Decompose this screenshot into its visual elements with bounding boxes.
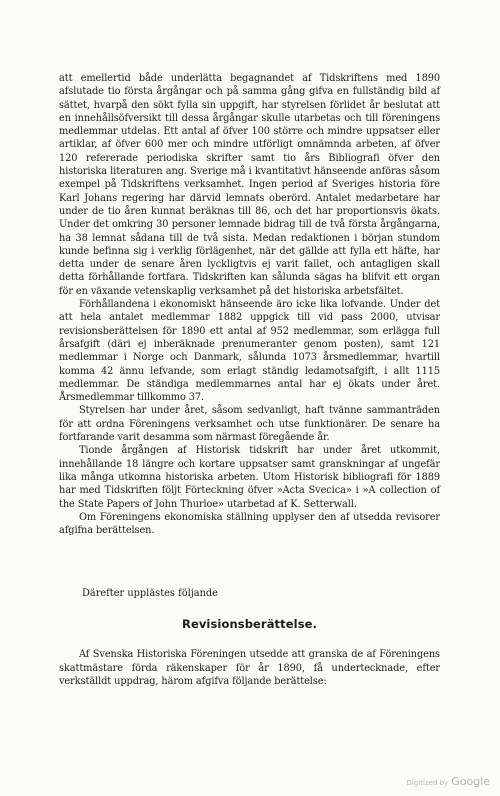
section-heading: Revisionsberättelse. [181, 617, 318, 632]
paragraph-audit: Af Svenska Historiska Föreningen utsedde att granska de af Föreningens skattmästare förda räkenskaper för år 1890, få undertecknade, efter verkställdt uppdrag, härom afgifva följande berättelse: [59, 649, 440, 687]
paragraph-tidskrift-overview: att emellertid både underlätta begagnandet af Tidskriftens med 1890 afslutade tio första årgångar och på samma gång gifva en fullständig bild af sättet, hvarpå den sökt fylla sin uppgift, har styrelsen förlidet år beslutat att en innehållsöfversikt till dessa årgångar skulle utarbetas och till föreningens medlemmar utdelas. Ett antal af öfver 100 större och mindre uppsatser eller artiklar, af öfver 600 mer och mindre utförligt omnämnda arbeten, af öfver 120 refererade periodiska skrifter samt tio års Bibliografi öfver den historiska literaturen ang. Sverige må i kvantitativt hänseende anföras såsom exempel på Tidskriftens verksamhet. Ingen period af Sveriges historia före Karl Johans regering har därvid lemnats oberörd. Antalet medarbetare har under de tio åren kunnat beräknas till 86, och det har proportionsvis ökats. Under det omkring 30 personer lemnade bidrag till de två första årgångarna, ha 38 lemnat sådana till de två sista. Medan redaktionen i början stundom kunde befinna sig i verklig förlägenhet, när det gällde att fylla ett häfte, har detta under de senare åren lyckligtvis ej varit fallet, och antagligen skall detta förhållande fortfara. Tidskriften kan sålunda sägas ha blifvit ett organ för en växande vetenskaplig verksamhet på det historiska arbetsfältet. [59, 73, 440, 297]
google-logo: Google [451, 775, 490, 788]
paragraph-tenth-volume: Tionde årgången af Historisk tidskrift har under året utkommit, innehållande 18 längre och kortare uppsatser samt granskningar af ungefär lika många utkomna historiska arbeten. Utom Historisk bibliografi för 1889 har med Tidskriften följt Förteckning öfver »Acta Svecica» i »A collection of the State Papers of John Thurloe» utarbetad af K. Setterwall. [59, 445, 440, 510]
spacer [59, 537, 440, 587]
page-body [59, 72, 440, 688]
lead-in-text: Därefter upplästes följande [82, 588, 218, 600]
paragraph-economy: Förhållandena i ekonomiskt hänseende äro icke lika lofvande. Under det att hela antalet medlemmar 1882 uppgick till vid pass 2000, utvisar revisionsberättelsen för 1890 ett antal af 952 medlemmar, som erlägga full årsafgift (däri ej inberäknade prenumeranter genom posten), samt 121 medlemmar i Norge och Danmark, sålunda 1073 årsmedlemmar, hvartill komma 42 ännu lefvande, som erlagt ständig ledamotsafgift, i allt 1115 medlemmar. De ständiga medlemmarnes antal har ej ökats under året. Årsmedlemmar tillkommo 37. [59, 299, 440, 404]
watermark-prefix: Digitized by [406, 779, 449, 787]
paragraph-board: Styrelsen har under året, såsom sedvanligt, haft tvänne sammanträden för att ordna Föreningens verksamhet och utse funktionärer. De senare ha fortfarande varit desamma som närmast föregående år. [59, 405, 440, 444]
paragraph-finances: Om Föreningens ekonomiska ställning upplyser den af utsedda revisorer afgifna berättelsen. [59, 511, 440, 537]
digitized-watermark [407, 775, 490, 788]
